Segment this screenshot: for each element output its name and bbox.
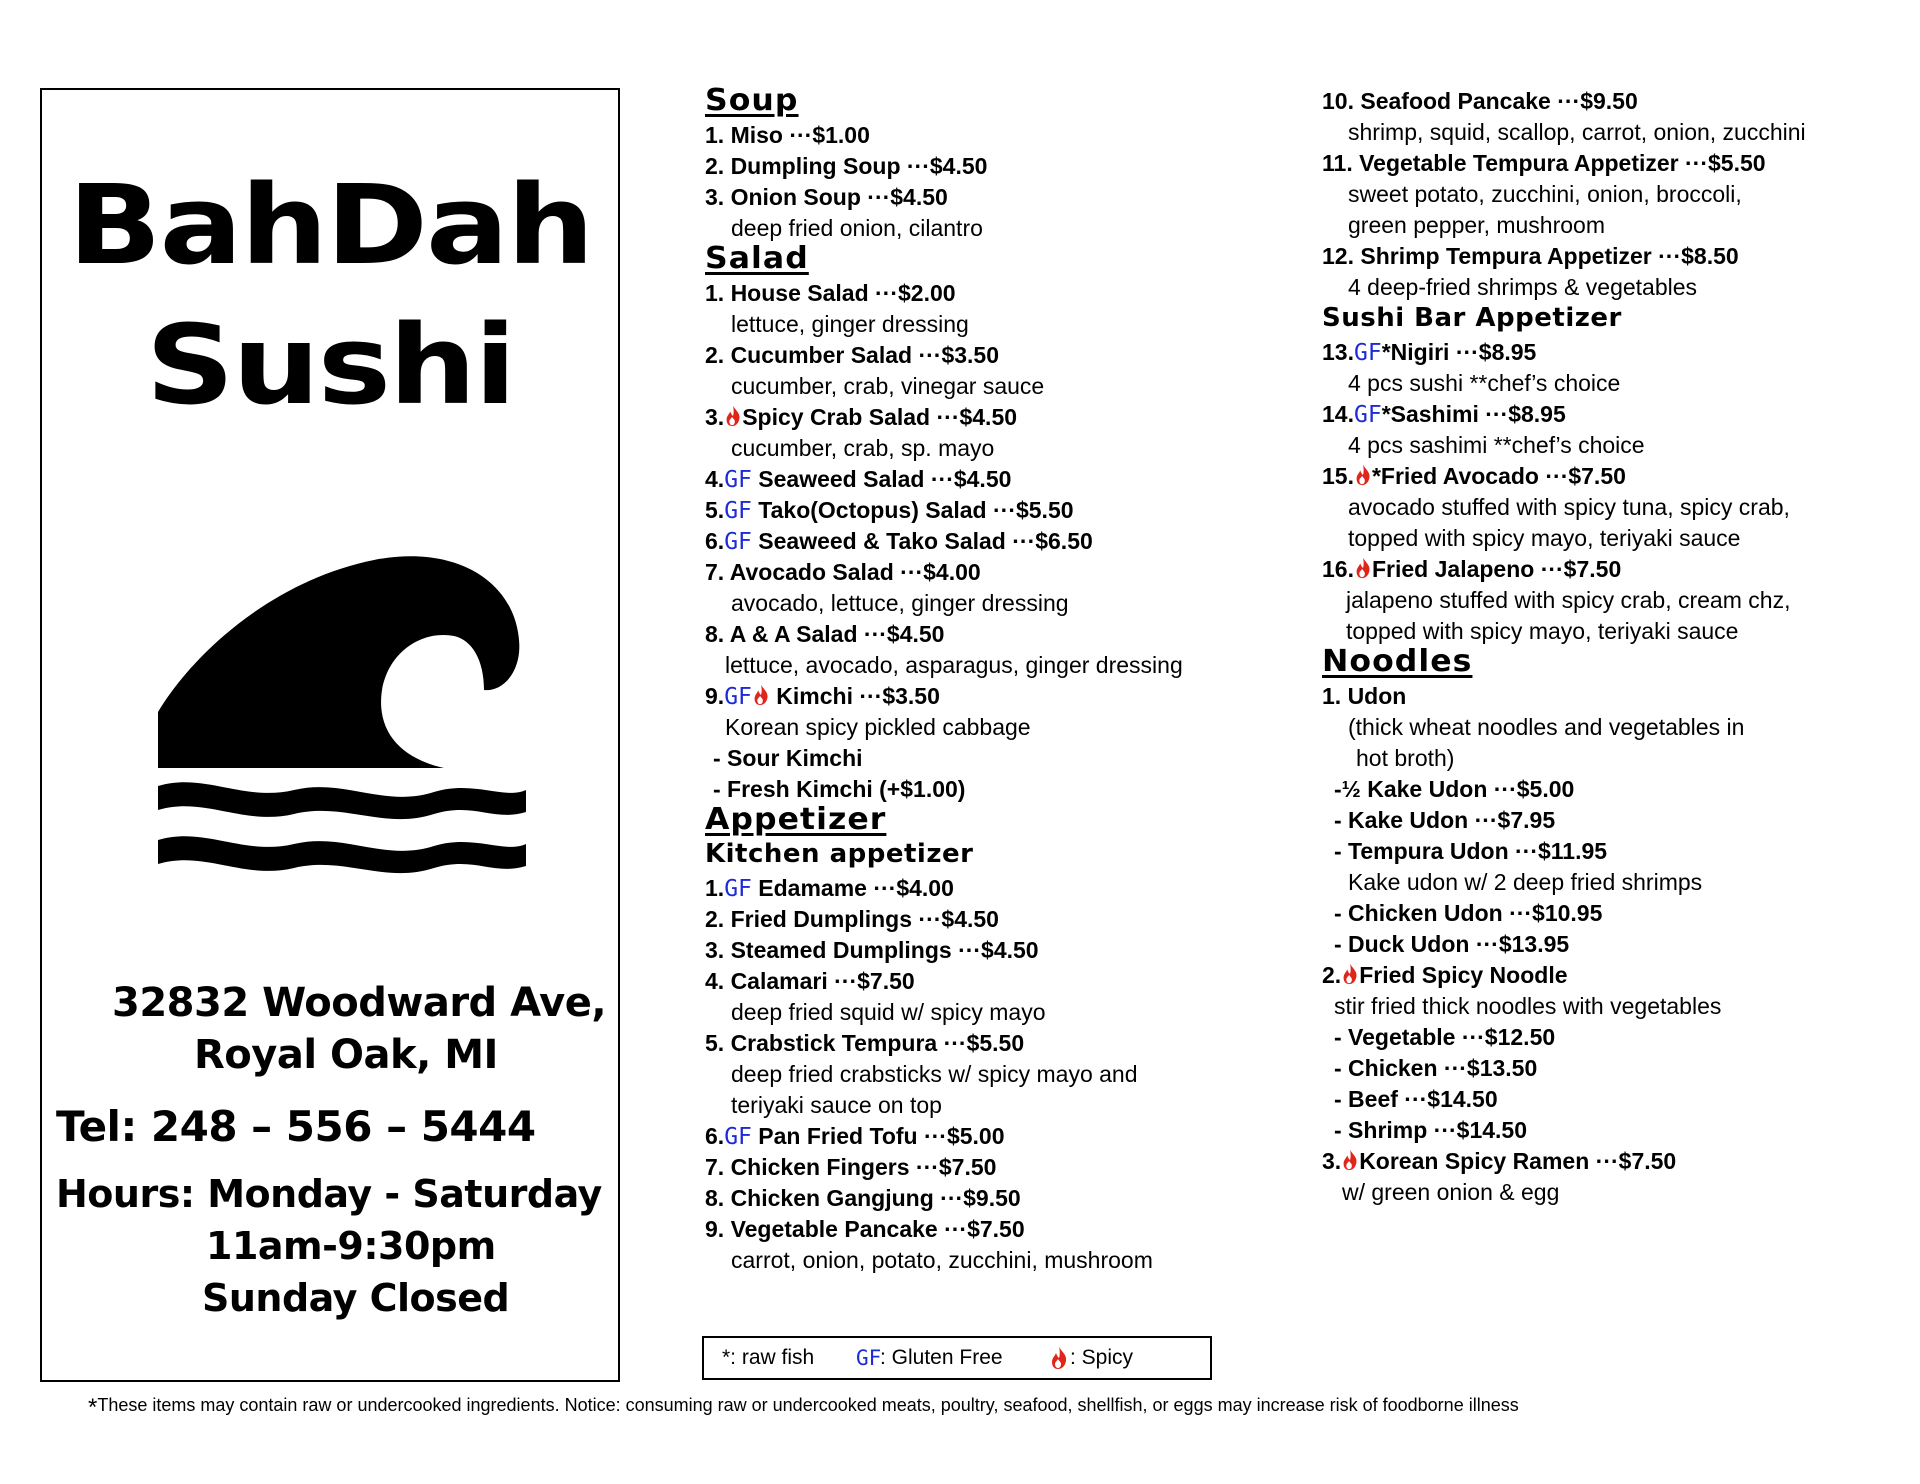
menu-item <box>705 935 1183 966</box>
item-number: - Beef <box>1334 1086 1398 1112</box>
item-number: 8. A & A Salad <box>705 621 858 647</box>
item-description: lettuce, ginger dressing <box>731 311 969 337</box>
brand-panel <box>40 88 620 1382</box>
legend-gf-text: : Gluten Free <box>880 1346 1003 1369</box>
item-description: jalapeno stuffed with spicy crab, cream chz, <box>1346 587 1791 613</box>
gf-badge: GF <box>724 876 752 902</box>
item-name: Pan Fried Tofu <box>751 1123 918 1149</box>
menu-item <box>1322 805 1806 836</box>
menu-item <box>705 402 1183 433</box>
item-number: - Kake Udon <box>1334 807 1469 833</box>
menu-item <box>705 151 1183 182</box>
menu-item <box>1322 86 1806 117</box>
item-number: 15. <box>1322 463 1354 489</box>
menu-column-left <box>705 83 1183 1276</box>
telephone: Tel: 248 – 556 – 5444 <box>56 1102 536 1151</box>
item-price: ···$3.50 <box>918 342 1000 368</box>
item-number: 4. <box>705 466 725 492</box>
item-number: 3. <box>705 404 725 430</box>
section-heading: Soup <box>705 83 799 118</box>
item-price: ···$4.50 <box>863 621 945 647</box>
menu-item <box>1322 399 1806 430</box>
item-number: 1. <box>705 875 725 901</box>
item-number: 5. Crabstick Tempura <box>705 1030 938 1056</box>
item-price: ···$9.50 <box>940 1185 1021 1211</box>
menu-item <box>1322 337 1806 368</box>
section-heading: Salad <box>705 241 809 276</box>
item-price: ···$2.00 <box>875 280 956 306</box>
item-description: sweet potato, zucchini, onion, broccoli, <box>1348 181 1742 207</box>
item-name: *Nigiri <box>1381 339 1450 365</box>
section-heading: Appetizer <box>705 802 887 837</box>
menu-item <box>705 278 1183 309</box>
flame-icon <box>724 404 742 426</box>
item-name: Seaweed Salad <box>751 466 925 492</box>
item-description: carrot, onion, potato, zucchini, mushroom <box>731 1247 1153 1273</box>
item-description: deep fried crabsticks w/ spicy mayo and <box>731 1061 1138 1087</box>
item-number: 11. Vegetable Tempura Appetizer <box>1322 150 1679 176</box>
menu-item <box>1322 774 1806 805</box>
item-number: -½ Kake Udon <box>1334 776 1488 802</box>
item-price: ···$5.50 <box>943 1030 1025 1056</box>
item-price: ···$7.50 <box>834 968 915 994</box>
item-price: ···$3.50 <box>859 683 940 709</box>
item-number: 3. <box>1322 1148 1342 1174</box>
section-heading: Noodles <box>1322 644 1473 679</box>
item-name: *Fried Avocado <box>1371 463 1539 489</box>
legend-raw-fish: *: raw fish <box>722 1346 815 1369</box>
item-name: Spicy Crab Salad <box>742 404 931 430</box>
item-number: 7. Chicken Fingers <box>705 1154 910 1180</box>
menu-item <box>1322 898 1806 929</box>
item-number: 6. <box>705 1123 725 1149</box>
menu-item <box>1322 554 1806 585</box>
item-description: avocado stuffed with spicy tuna, spicy crab, <box>1348 494 1790 520</box>
item-description: Kake udon w/ 2 deep fried shrimps <box>1348 869 1703 895</box>
flame-icon <box>1354 556 1372 578</box>
wave-logo <box>154 540 534 880</box>
item-price: ···$5.50 <box>993 497 1074 523</box>
menu-item <box>705 873 1183 904</box>
item-name: Edamame <box>751 875 867 901</box>
item-description: hot broth) <box>1356 745 1455 771</box>
item-price: ···$9.50 <box>1557 88 1638 114</box>
item-number: 8. Chicken Gangjung <box>705 1185 934 1211</box>
item-description: Korean spicy pickled cabbage <box>725 714 1031 740</box>
menu-item <box>705 681 1183 712</box>
item-name: Fried Jalapeno <box>1371 556 1535 582</box>
menu-item <box>1322 1022 1806 1053</box>
menu-item <box>705 526 1183 557</box>
item-number: 7. Avocado Salad <box>705 559 894 585</box>
item-description: deep fried onion, cilantro <box>731 215 983 241</box>
item-number: - Fresh Kimchi (+$1.00) <box>713 776 966 802</box>
notice-text: These items may contain raw or undercooked ingredients. Notice: consuming raw or undercooked meats, poultry, seafood, shellfish, or eggs may increase risk of foodborne illness <box>97 1395 1519 1415</box>
item-price: ···$4.50 <box>918 906 999 932</box>
menu-item <box>1322 461 1806 492</box>
gf-badge: GF <box>724 529 752 555</box>
flame-icon <box>1354 463 1372 485</box>
item-number: - Vegetable <box>1334 1024 1456 1050</box>
address-line1: 32832 Woodward Ave, <box>112 980 607 1026</box>
menu-item <box>705 743 1183 774</box>
menu-item <box>705 904 1183 935</box>
gf-badge: GF <box>724 1124 752 1150</box>
item-price: ···$11.95 <box>1515 838 1608 864</box>
menu-item <box>1322 836 1806 867</box>
item-description: w/ green onion & egg <box>1342 1179 1560 1205</box>
item-number: 4. Calamari <box>705 968 828 994</box>
item-price: ···$1.00 <box>789 122 870 148</box>
flame-icon <box>1341 1148 1359 1170</box>
item-price: ···$7.50 <box>1540 556 1622 582</box>
gf-badge: GF <box>724 467 752 493</box>
item-price: ···$14.50 <box>1433 1117 1527 1143</box>
item-name: Korean Spicy Ramen <box>1359 1148 1590 1174</box>
item-price: ···$5.00 <box>923 1123 1005 1149</box>
menu-item <box>1322 1115 1806 1146</box>
item-description: teriyaki sauce on top <box>731 1092 942 1118</box>
menu-item <box>705 1152 1183 1183</box>
item-number: 2. Cucumber Salad <box>705 342 913 368</box>
menu-item <box>1322 241 1806 272</box>
item-price: ···$4.50 <box>906 153 988 179</box>
menu-item <box>705 1183 1183 1214</box>
gf-badge: GF <box>1353 402 1382 428</box>
restaurant-name-line2: Sushi <box>145 301 515 429</box>
menu-item <box>705 495 1183 526</box>
item-number: 10. Seafood Pancake <box>1322 88 1551 114</box>
item-number: 1. Miso <box>705 122 783 148</box>
item-price: ···$7.50 <box>944 1216 1025 1242</box>
item-price: ···$4.00 <box>873 875 954 901</box>
menu-item <box>705 966 1183 997</box>
item-price: ···$13.50 <box>1443 1055 1538 1081</box>
item-price: ···$13.95 <box>1475 931 1570 957</box>
item-name: Kimchi <box>769 683 853 709</box>
item-description: cucumber, crab, vinegar sauce <box>731 373 1045 399</box>
item-number: 3. Onion Soup <box>705 184 861 210</box>
hours-time: 11am-9:30pm <box>206 1224 496 1268</box>
flame-icon <box>1341 962 1359 984</box>
item-number: - Sour Kimchi <box>713 745 863 771</box>
menu-item <box>1322 681 1806 712</box>
section-heading: Kitchen appetizer <box>705 839 974 869</box>
item-number: 9. <box>705 683 725 709</box>
item-description: cucumber, crab, sp. mayo <box>731 435 995 461</box>
item-price: ···$4.50 <box>867 184 948 210</box>
menu-item <box>1322 960 1806 991</box>
item-number: 9. Vegetable Pancake <box>705 1216 938 1242</box>
item-number: 2. <box>1322 962 1342 988</box>
legend-gf-label: GF <box>856 1346 882 1370</box>
menu-item <box>705 1121 1183 1152</box>
hours-days: Hours: Monday - Saturday <box>56 1172 602 1216</box>
item-number: 1. Udon <box>1322 683 1407 709</box>
address-line2: Royal Oak, MI <box>194 1032 498 1078</box>
item-price: ···$14.50 <box>1404 1086 1498 1112</box>
menu-item <box>705 774 1183 805</box>
menu-item <box>705 464 1183 495</box>
item-price: ···$8.50 <box>1658 243 1739 269</box>
item-name: Fried Spicy Noodle <box>1359 962 1568 988</box>
item-price: ···$8.95 <box>1485 401 1566 427</box>
item-number: 2. Dumpling Soup <box>705 153 901 179</box>
item-price: ···$6.50 <box>1012 528 1093 554</box>
item-number: 2. Fried Dumplings <box>705 906 913 932</box>
flame-icon <box>752 683 770 705</box>
item-description: (thick wheat noodles and vegetables in <box>1348 714 1745 740</box>
item-price: ···$7.50 <box>915 1154 997 1180</box>
menu-item <box>705 619 1183 650</box>
item-price: ···$12.50 <box>1461 1024 1556 1050</box>
item-price: ···$5.50 <box>1685 150 1766 176</box>
item-price: ···$10.95 <box>1509 900 1603 926</box>
item-number: - Chicken Udon <box>1334 900 1503 926</box>
item-price: ···$7.50 <box>1595 1148 1677 1174</box>
item-description: stir fried thick noodles with vegetables <box>1334 993 1722 1019</box>
item-number: 1. House Salad <box>705 280 869 306</box>
item-number: - Shrimp <box>1334 1117 1428 1143</box>
menu-item <box>705 557 1183 588</box>
item-name: Tako(Octopus) Salad <box>751 497 987 523</box>
item-price: ···$8.95 <box>1455 339 1537 365</box>
notice-star: * <box>88 1394 98 1421</box>
menu-item <box>1322 1053 1806 1084</box>
hours-sunday: Sunday Closed <box>202 1276 510 1320</box>
restaurant-name-line1: BahDah <box>67 161 593 289</box>
menu-item <box>1322 1146 1806 1177</box>
item-description: green pepper, mushroom <box>1348 212 1605 238</box>
flame-icon <box>1050 1344 1068 1384</box>
item-number: 5. <box>705 497 725 523</box>
item-description: 4 pcs sashimi **chef’s choice <box>1348 432 1645 458</box>
item-number: 16. <box>1322 556 1354 582</box>
menu-item <box>1322 1084 1806 1115</box>
item-name: *Sashimi <box>1381 401 1479 427</box>
menu-item <box>705 1214 1183 1245</box>
item-price: ···$7.95 <box>1474 807 1556 833</box>
item-description: deep fried squid w/ spicy mayo <box>731 999 1046 1025</box>
item-number: - Chicken <box>1334 1055 1438 1081</box>
gf-badge: GF <box>724 684 752 710</box>
item-name: Seaweed & Tako Salad <box>751 528 1006 554</box>
item-description: topped with spicy mayo, teriyaki sauce <box>1346 618 1739 644</box>
item-description: topped with spicy mayo, teriyaki sauce <box>1348 525 1741 551</box>
legend-spicy-text: : Spicy <box>1070 1346 1134 1369</box>
item-number: 12. Shrimp Tempura Appetizer <box>1322 243 1652 269</box>
item-number: 3. Steamed Dumplings <box>705 937 952 963</box>
gf-badge: GF <box>724 498 752 524</box>
item-description: shrimp, squid, scallop, carrot, onion, zucchini <box>1348 119 1806 145</box>
item-number: - Tempura Udon <box>1334 838 1509 864</box>
item-number: 6. <box>705 528 725 554</box>
item-number: 14. <box>1322 401 1354 427</box>
menu-item <box>705 340 1183 371</box>
item-price: ···$4.00 <box>900 559 981 585</box>
item-description: lettuce, avocado, asparagus, ginger dressing <box>725 652 1183 678</box>
menu-item <box>705 1028 1183 1059</box>
item-description: 4 pcs sushi **chef’s choice <box>1348 370 1621 396</box>
menu-item <box>705 120 1183 151</box>
menu-item <box>1322 148 1806 179</box>
item-price: ···$4.50 <box>958 937 1039 963</box>
item-description: 4 deep-fried shrimps & vegetables <box>1348 274 1698 300</box>
item-description: avocado, lettuce, ginger dressing <box>731 590 1069 616</box>
menu-item <box>705 182 1183 213</box>
item-number: 13. <box>1322 339 1354 365</box>
item-price: ···$4.50 <box>936 404 1018 430</box>
legend-box <box>702 1336 1212 1380</box>
item-price: ···$4.50 <box>930 466 1012 492</box>
item-price: ···$5.00 <box>1493 776 1575 802</box>
health-notice <box>88 1394 1519 1422</box>
item-price: ···$7.50 <box>1545 463 1626 489</box>
item-number: - Duck Udon <box>1334 931 1470 957</box>
menu-item <box>1322 929 1806 960</box>
section-heading: Sushi Bar Appetizer <box>1322 303 1622 333</box>
menu-column-right <box>1322 86 1806 1208</box>
gf-badge: GF <box>1353 340 1382 366</box>
